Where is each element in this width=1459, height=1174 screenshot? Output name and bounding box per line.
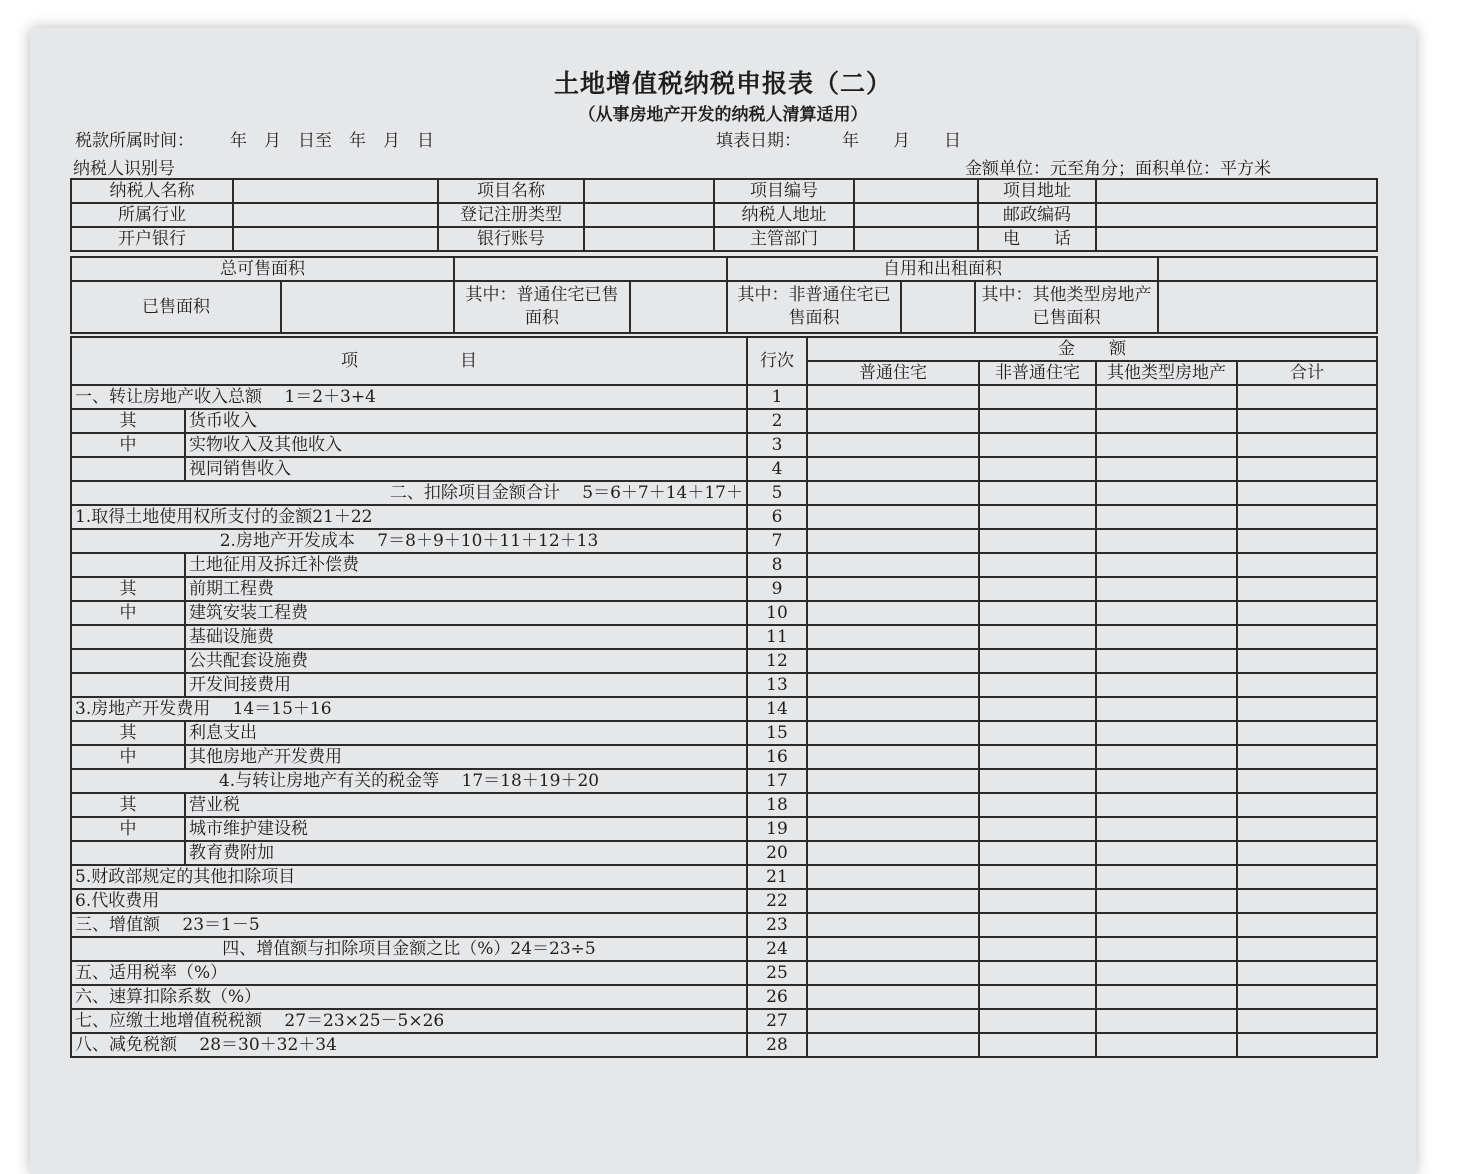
form-sheet [30, 28, 1416, 1174]
sold-area-label: 已售面积 [71, 281, 281, 333]
ordinary-sold-label: 其中：普通住宅已售面积 [454, 281, 630, 333]
total-saleable-label: 总可售面积 [71, 257, 454, 281]
row-number: 23 [747, 913, 807, 937]
item-label: 6.代收费用 [71, 889, 747, 913]
table-row [71, 385, 1377, 409]
of-which-cell: 其 [71, 793, 185, 817]
item-label: 视同销售收入 [185, 457, 747, 481]
ordinary-amount-field[interactable] [807, 457, 979, 481]
of-which-cell [71, 649, 185, 673]
taxpayer-name-label: 纳税人名称 [71, 179, 233, 203]
bank-label: 开户银行 [71, 227, 233, 251]
total-amount-field[interactable] [1237, 673, 1377, 697]
row-number: 11 [747, 625, 807, 649]
total-amount-field[interactable] [1237, 601, 1377, 625]
row-number: 13 [747, 673, 807, 697]
bank-field[interactable] [233, 227, 438, 251]
row-number: 14 [747, 697, 807, 721]
of-which-cell: 中 [71, 745, 185, 769]
phone-field[interactable] [1096, 227, 1377, 251]
nonordinary-amount-field[interactable] [979, 601, 1096, 625]
nonordinary-amount-field[interactable] [979, 409, 1096, 433]
ordinary-amount-field[interactable] [807, 553, 979, 577]
total-amount-field[interactable] [1237, 577, 1377, 601]
table-row [71, 865, 1377, 889]
total-amount-field[interactable] [1237, 769, 1377, 793]
item-label: 四、增值额与扣除项目金额之比（%）24＝23÷5 [71, 937, 747, 961]
item-label: 营业税 [185, 793, 747, 817]
item-label: 4.与转让房地产有关的税金等 17＝18＋19＋20 [71, 769, 747, 793]
other-amount-field[interactable] [1096, 793, 1237, 817]
ordinary-amount-field[interactable] [807, 601, 979, 625]
of-which-cell: 中 [71, 601, 185, 625]
fill-date-value: 年 月 日 [842, 131, 961, 151]
row-number: 26 [747, 985, 807, 1009]
ordinary-amount-field[interactable] [807, 961, 979, 985]
row-number: 8 [747, 553, 807, 577]
other-amount-field[interactable] [1096, 745, 1237, 769]
total-amount-field[interactable] [1237, 433, 1377, 457]
other-amount-field[interactable] [1096, 1009, 1237, 1033]
period-value: 年 月 日至 年 月 日 [230, 131, 434, 151]
nonordinary-amount-field[interactable] [979, 433, 1096, 457]
row-number: 16 [747, 745, 807, 769]
nonordinary-amount-field[interactable] [979, 577, 1096, 601]
total-amount-field[interactable] [1237, 649, 1377, 673]
row-number: 6 [747, 505, 807, 529]
row-number: 2 [747, 409, 807, 433]
ordinary-amount-field[interactable] [807, 505, 979, 529]
ordinary-amount-field[interactable] [807, 649, 979, 673]
total-amount-field[interactable] [1237, 793, 1377, 817]
nonordinary-amount-field[interactable] [979, 649, 1096, 673]
other-amount-field[interactable] [1096, 385, 1237, 409]
self-use-rent-label: 自用和出租面积 [727, 257, 1158, 281]
total-amount-field[interactable] [1237, 721, 1377, 745]
nonordinary-amount-field[interactable] [979, 793, 1096, 817]
table-row [71, 769, 1377, 793]
table-row [71, 409, 1377, 433]
table-row [71, 721, 1377, 745]
ordinary-amount-field[interactable] [807, 865, 979, 889]
project-name-label: 项目名称 [438, 179, 584, 203]
item-label: 三、增值额 23＝1－5 [71, 913, 747, 937]
nonordinary-amount-field[interactable] [979, 913, 1096, 937]
other-amount-field[interactable] [1096, 985, 1237, 1009]
row-number: 1 [747, 385, 807, 409]
ordinary-amount-field[interactable] [807, 529, 979, 553]
ordinary-amount-field[interactable] [807, 913, 979, 937]
table-row [71, 529, 1377, 553]
nonordinary-amount-field[interactable] [979, 985, 1096, 1009]
item-label: 其他房地产开发费用 [185, 745, 747, 769]
item-label: 3.房地产开发费用 14＝15＋16 [71, 697, 747, 721]
ordinary-amount-field[interactable] [807, 385, 979, 409]
ordinary-amount-field[interactable] [807, 817, 979, 841]
ordinary-amount-field[interactable] [807, 625, 979, 649]
other-amount-field[interactable] [1096, 433, 1237, 457]
authority-field[interactable] [854, 227, 978, 251]
period-label: 税款所属时间： [75, 131, 194, 151]
total-amount-field[interactable] [1237, 529, 1377, 553]
row-number: 17 [747, 769, 807, 793]
row-number: 21 [747, 865, 807, 889]
item-label: 土地征用及拆迁补偿费 [185, 553, 747, 577]
info-table [70, 178, 1378, 252]
area-table [70, 256, 1378, 334]
nonordinary-amount-field[interactable] [979, 625, 1096, 649]
of-which-cell: 其 [71, 721, 185, 745]
item-label: 一、转让房地产收入总额 1＝2＋3+4 [71, 385, 747, 409]
other-amount-field[interactable] [1096, 625, 1237, 649]
nonordinary-amount-field[interactable] [979, 817, 1096, 841]
item-label: 开发间接费用 [185, 673, 747, 697]
table-row [71, 505, 1377, 529]
ordinary-amount-field[interactable] [807, 841, 979, 865]
of-which-cell: 中 [71, 433, 185, 457]
item-label: 利息支出 [185, 721, 747, 745]
row-number: 22 [747, 889, 807, 913]
taxpayer-name-field[interactable] [233, 179, 438, 203]
project-addr-label: 项目地址 [978, 179, 1096, 203]
total-amount-field[interactable] [1237, 937, 1377, 961]
table-row [71, 625, 1377, 649]
total-amount-field[interactable] [1237, 865, 1377, 889]
row-no-header: 行次 [747, 337, 807, 385]
row-number: 7 [747, 529, 807, 553]
other-amount-field[interactable] [1096, 817, 1237, 841]
row-number: 12 [747, 649, 807, 673]
ordinary-header: 普通住宅 [807, 361, 979, 385]
ordinary-amount-field[interactable] [807, 409, 979, 433]
table-row [71, 1009, 1377, 1033]
item-label: 货币收入 [185, 409, 747, 433]
nonordinary-header: 非普通住宅 [979, 361, 1096, 385]
table-row [71, 913, 1377, 937]
nonordinary-sold-label: 其中：非普通住宅已售面积 [727, 281, 901, 333]
other-amount-field[interactable] [1096, 913, 1237, 937]
ordinary-amount-field[interactable] [807, 793, 979, 817]
row-number: 4 [747, 457, 807, 481]
total-amount-field[interactable] [1237, 889, 1377, 913]
item-label: 八、减免税额 28＝30＋32＋34 [71, 1033, 747, 1057]
table-row [71, 985, 1377, 1009]
nonordinary-amount-field[interactable] [979, 697, 1096, 721]
ordinary-sold-field[interactable] [630, 281, 727, 333]
table-row [71, 817, 1377, 841]
item-label: 六、速算扣除系数（%） [71, 985, 747, 1009]
nonordinary-amount-field[interactable] [979, 1009, 1096, 1033]
total-amount-field[interactable] [1237, 1033, 1377, 1057]
phone-label: 电 话 [978, 227, 1096, 251]
item-label: 基础设施费 [185, 625, 747, 649]
item-label: 2.房地产开发成本 7＝8＋9＋10＋11＋12＋13 [71, 529, 747, 553]
other-amount-field[interactable] [1096, 649, 1237, 673]
of-which-cell: 其 [71, 577, 185, 601]
ordinary-amount-field[interactable] [807, 481, 979, 505]
item-label: 1.取得土地使用权所支付的金额21＋22 [71, 505, 747, 529]
of-which-cell [71, 841, 185, 865]
total-amount-field[interactable] [1237, 625, 1377, 649]
nonordinary-amount-field[interactable] [979, 937, 1096, 961]
nonordinary-amount-field[interactable] [979, 961, 1096, 985]
amount-header: 金 额 [807, 337, 1377, 361]
item-header: 项 目 [71, 337, 747, 385]
form-title: 土地增值税纳税申报表（二） [553, 69, 892, 98]
table-row [71, 793, 1377, 817]
ordinary-amount-field[interactable] [807, 673, 979, 697]
total-saleable-field[interactable] [454, 257, 727, 281]
table-row [71, 889, 1377, 913]
item-label: 五、适用税率（%） [71, 961, 747, 985]
total-amount-field[interactable] [1237, 409, 1377, 433]
row-number: 5 [747, 481, 807, 505]
row-number: 3 [747, 433, 807, 457]
authority-label: 主管部门 [714, 227, 854, 251]
total-amount-field[interactable] [1237, 745, 1377, 769]
project-name-field[interactable] [584, 179, 714, 203]
nonordinary-amount-field[interactable] [979, 505, 1096, 529]
ordinary-amount-field[interactable] [807, 697, 979, 721]
taxpayer-id-label: 纳税人识别号 [73, 159, 175, 179]
taxpayer-addr-label: 纳税人地址 [714, 203, 854, 227]
postcode-label: 邮政编码 [978, 203, 1096, 227]
nonordinary-amount-field[interactable] [979, 721, 1096, 745]
item-label: 七、应缴土地增值税税额 27＝23×25－5×26 [71, 1009, 747, 1033]
item-label: 城市维护建设税 [185, 817, 747, 841]
fill-date-label: 填表日期： [716, 131, 801, 151]
total-amount-field[interactable] [1237, 817, 1377, 841]
total-amount-field[interactable] [1237, 841, 1377, 865]
other-amount-field[interactable] [1096, 409, 1237, 433]
table-row [71, 601, 1377, 625]
other-header: 其他类型房地产 [1096, 361, 1237, 385]
table-row [71, 961, 1377, 985]
row-number: 10 [747, 601, 807, 625]
other-amount-field[interactable] [1096, 577, 1237, 601]
item-label: 公共配套设施费 [185, 649, 747, 673]
main-table-body [71, 385, 1377, 1057]
reg-type-label: 登记注册类型 [438, 203, 584, 227]
sold-area-field[interactable] [281, 281, 454, 333]
nonordinary-amount-field[interactable] [979, 889, 1096, 913]
table-row [71, 481, 1377, 505]
nonordinary-amount-field[interactable] [979, 745, 1096, 769]
ordinary-amount-field[interactable] [807, 769, 979, 793]
ordinary-amount-field[interactable] [807, 1033, 979, 1057]
ordinary-amount-field[interactable] [807, 745, 979, 769]
other-amount-field[interactable] [1096, 673, 1237, 697]
other-amount-field[interactable] [1096, 529, 1237, 553]
row-number: 28 [747, 1033, 807, 1057]
form-subtitle: （从事房地产开发的纳税人清算适用） [578, 105, 868, 125]
other-amount-field[interactable] [1096, 937, 1237, 961]
nonordinary-amount-field[interactable] [979, 865, 1096, 889]
item-label: 建筑安装工程费 [185, 601, 747, 625]
nonordinary-amount-field[interactable] [979, 457, 1096, 481]
ordinary-amount-field[interactable] [807, 1009, 979, 1033]
project-no-label: 项目编号 [714, 179, 854, 203]
nonordinary-amount-field[interactable] [979, 385, 1096, 409]
nonordinary-amount-field[interactable] [979, 841, 1096, 865]
ordinary-amount-field[interactable] [807, 985, 979, 1009]
total-amount-field[interactable] [1237, 961, 1377, 985]
row-number: 18 [747, 793, 807, 817]
other-amount-field[interactable] [1096, 697, 1237, 721]
other-sold-field[interactable] [1158, 281, 1377, 333]
other-amount-field[interactable] [1096, 889, 1237, 913]
of-which-cell [71, 673, 185, 697]
table-row [71, 745, 1377, 769]
account-label: 银行账号 [438, 227, 584, 251]
item-label: 前期工程费 [185, 577, 747, 601]
total-amount-field[interactable] [1237, 697, 1377, 721]
total-amount-field[interactable] [1237, 481, 1377, 505]
project-no-field[interactable] [854, 179, 978, 203]
ordinary-amount-field[interactable] [807, 721, 979, 745]
other-amount-field[interactable] [1096, 721, 1237, 745]
nonordinary-amount-field[interactable] [979, 529, 1096, 553]
item-label: 教育费附加 [185, 841, 747, 865]
row-number: 25 [747, 961, 807, 985]
other-amount-field[interactable] [1096, 865, 1237, 889]
row-number: 15 [747, 721, 807, 745]
taxpayer-addr-field[interactable] [854, 203, 978, 227]
total-header: 合计 [1237, 361, 1377, 385]
unit-note: 金额单位：元至角分；面积单位：平方米 [965, 159, 1271, 179]
other-amount-field[interactable] [1096, 481, 1237, 505]
table-row [71, 841, 1377, 865]
row-number: 27 [747, 1009, 807, 1033]
other-sold-label: 其中：其他类型房地产已售面积 [975, 281, 1158, 333]
total-amount-field[interactable] [1237, 505, 1377, 529]
row-number: 19 [747, 817, 807, 841]
nonordinary-sold-field[interactable] [901, 281, 975, 333]
table-row [71, 433, 1377, 457]
self-use-rent-field[interactable] [1158, 257, 1377, 281]
project-addr-field[interactable] [1096, 179, 1377, 203]
account-field[interactable] [584, 227, 714, 251]
row-number: 9 [747, 577, 807, 601]
other-amount-field[interactable] [1096, 553, 1237, 577]
nonordinary-amount-field[interactable] [979, 769, 1096, 793]
total-amount-field[interactable] [1237, 913, 1377, 937]
table-row [71, 457, 1377, 481]
table-row [71, 649, 1377, 673]
total-amount-field[interactable] [1237, 985, 1377, 1009]
total-amount-field[interactable] [1237, 1009, 1377, 1033]
table-row [71, 697, 1377, 721]
other-amount-field[interactable] [1096, 601, 1237, 625]
ordinary-amount-field[interactable] [807, 889, 979, 913]
other-amount-field[interactable] [1096, 1033, 1237, 1057]
nonordinary-amount-field[interactable] [979, 1033, 1096, 1057]
reg-type-field[interactable] [584, 203, 714, 227]
main-table [70, 336, 1378, 1058]
table-row [71, 553, 1377, 577]
of-which-cell [71, 553, 185, 577]
total-amount-field[interactable] [1237, 553, 1377, 577]
table-row [71, 937, 1377, 961]
of-which-cell [71, 457, 185, 481]
total-amount-field[interactable] [1237, 385, 1377, 409]
industry-field[interactable] [233, 203, 438, 227]
item-label: 5.财政部规定的其他扣除项目 [71, 865, 747, 889]
item-label: 实物收入及其他收入 [185, 433, 747, 457]
other-amount-field[interactable] [1096, 961, 1237, 985]
of-which-cell [71, 625, 185, 649]
of-which-cell: 中 [71, 817, 185, 841]
of-which-cell: 其 [71, 409, 185, 433]
total-amount-field[interactable] [1237, 457, 1377, 481]
other-amount-field[interactable] [1096, 769, 1237, 793]
row-number: 24 [747, 937, 807, 961]
nonordinary-amount-field[interactable] [979, 481, 1096, 505]
nonordinary-amount-field[interactable] [979, 553, 1096, 577]
other-amount-field[interactable] [1096, 841, 1237, 865]
table-row [71, 673, 1377, 697]
row-number: 20 [747, 841, 807, 865]
postcode-field[interactable] [1096, 203, 1377, 227]
table-row [71, 1033, 1377, 1057]
ordinary-amount-field[interactable] [807, 577, 979, 601]
other-amount-field[interactable] [1096, 457, 1237, 481]
industry-label: 所属行业 [71, 203, 233, 227]
ordinary-amount-field[interactable] [807, 433, 979, 457]
other-amount-field[interactable] [1096, 505, 1237, 529]
table-row [71, 577, 1377, 601]
item-label: 二、扣除项目金额合计 5＝6＋7＋14＋17＋ [71, 481, 747, 505]
nonordinary-amount-field[interactable] [979, 673, 1096, 697]
ordinary-amount-field[interactable] [807, 937, 979, 961]
